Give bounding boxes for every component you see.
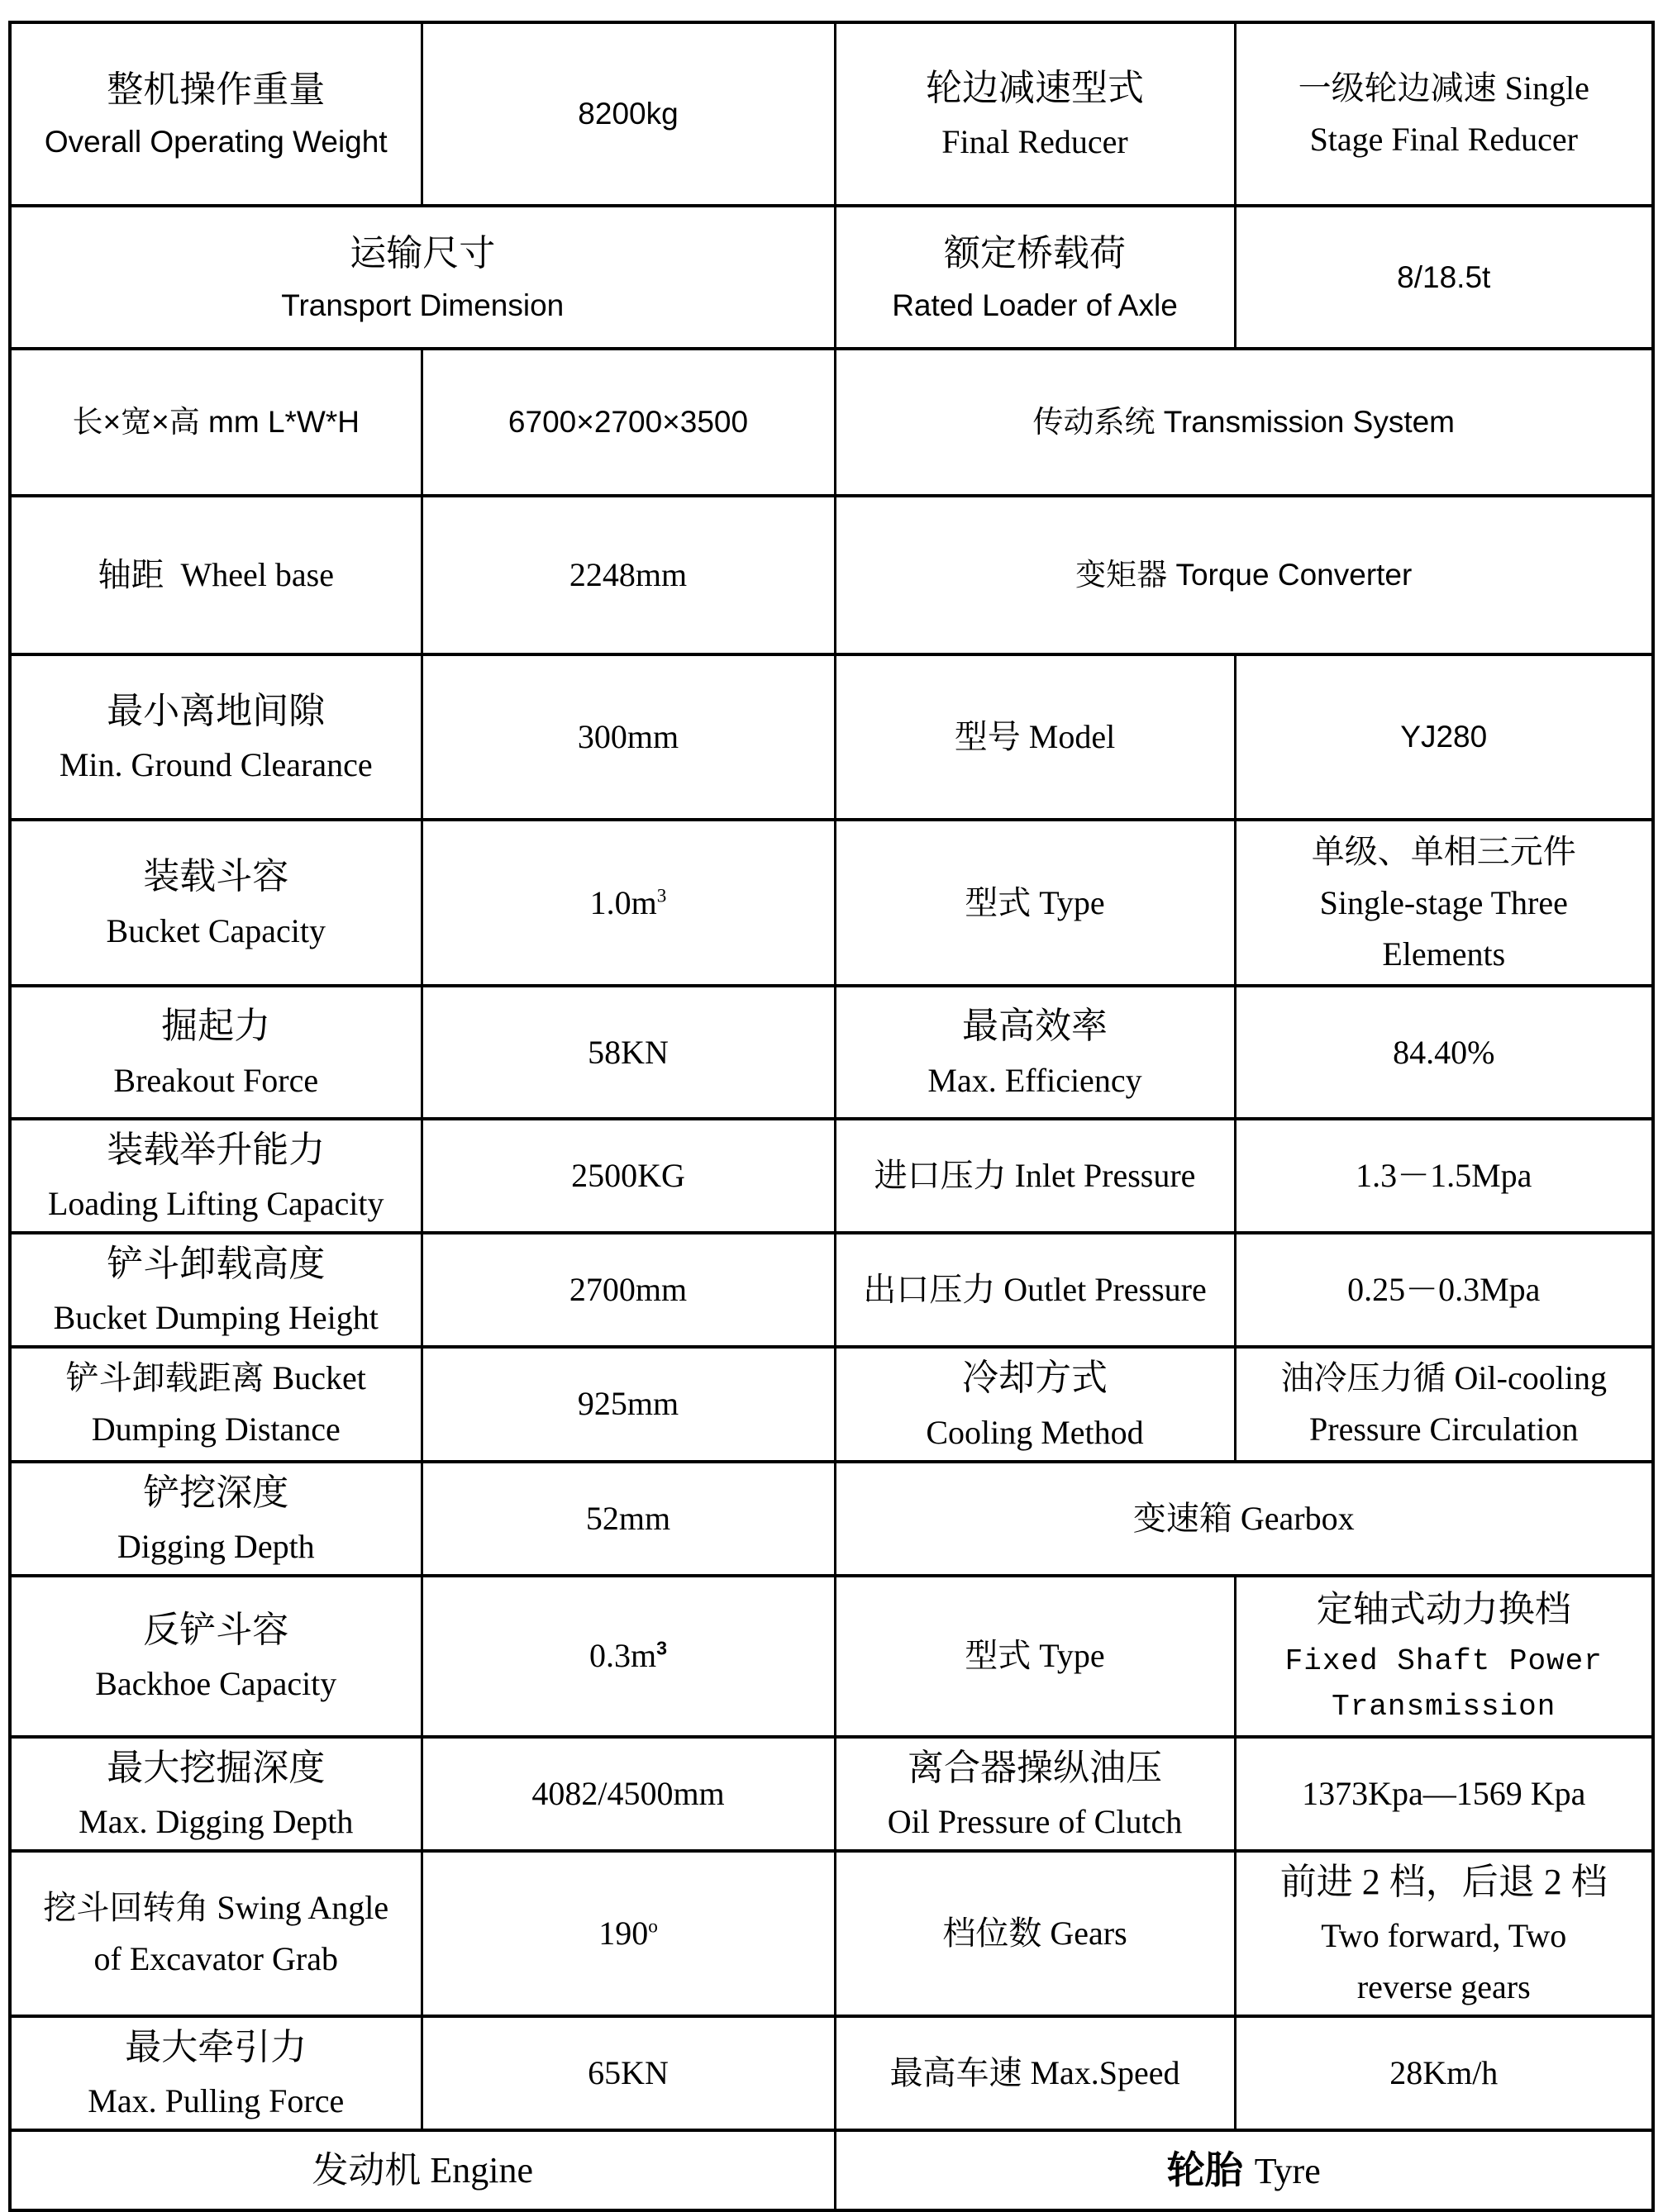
table-row [10,1851,1653,2016]
section-cell-gearbox [835,1462,1653,1576]
label-zh: 装载举升能力 [107,1130,326,1170]
table-row [10,820,1653,986]
section-title: 传动系统 Transmission System [1032,405,1456,440]
label-cell-swing-angle [10,1851,422,2016]
label-zh: 反铲斗容 [143,1610,289,1651]
value: 1.3－1.5Mpa [1356,1157,1532,1195]
table-row [10,1576,1653,1737]
value-line: Two forward, Two [1321,1917,1567,1955]
label-line: 铲斗卸载距离 Bucket [65,1359,366,1397]
value-cell-inlet-pressure [1235,1119,1653,1233]
label-en: Final Reducer [941,123,1128,161]
label-cell-bucket-dumping-distance [10,1347,422,1461]
label-zh: 铲挖深度 [143,1472,289,1513]
label-zh: 整机操作重量 [107,69,326,111]
value-cell-bucket-capacity [422,820,835,986]
section-cell-tyre [835,2130,1653,2210]
value-cell-oil-pressure-of-clutch [1235,1737,1653,1851]
value-zh: 前进 2 档，后退 2 档 [1279,1861,1608,1902]
value: 65KN [588,2054,669,2092]
label-en: Max. Efficiency [927,1061,1142,1099]
label-en: Oil Pressure of Clutch [887,1802,1183,1840]
value-cell-max-efficiency [1235,986,1653,1119]
label-line: Dumping Distance [91,1410,341,1449]
value: 8/18.5t [1397,259,1491,294]
label-zh: 冷却方式 [962,1358,1108,1399]
label-cell-inlet-pressure [835,1119,1235,1233]
label-en: Breakout Force [113,1061,319,1099]
value-cell-digging-depth [422,1462,835,1576]
label-zh: 最高效率 [962,1006,1108,1047]
label-cell-breakout-force [10,986,422,1119]
label-cell-overall-operating-weight [10,22,422,206]
value-cell-overall-operating-weight [422,22,835,206]
value: 8200kg [578,97,679,131]
label-cell-converter-type [835,820,1235,986]
value: 28Km/h [1389,2054,1499,2092]
value [430,878,827,929]
label-cell-backhoe-capacity [10,1576,422,1737]
label-en: Rated Loader of Axle [892,288,1178,322]
label-cell-digging-depth [10,1462,422,1576]
table-row [10,2130,1653,2210]
value-cell-min-ground-clearance [422,654,835,820]
label: 型号 Model [954,718,1116,755]
value: 4082/4500mm [531,1774,725,1812]
table-row [10,1347,1653,1461]
value-zh: 定轴式动力换档 [1316,1589,1571,1630]
section-cell-engine [10,2130,835,2210]
label: 最高车速 Max.Speed [889,2054,1180,2092]
value-cell-max-pulling-force [422,2016,835,2130]
label: 长×宽×高 mm L*W*H [72,405,360,440]
value-line: 一级轮边减速 Single [1298,69,1589,107]
label-line: 挖斗回转角 Swing Angle [43,1889,389,1927]
value-cell-max-speed [1235,2016,1653,2130]
value: 1373Kpa—1569 Kpa [1302,1774,1586,1812]
label-cell-lwh [10,349,422,496]
label-cell-gears [835,1851,1235,2016]
label-en: Bucket Dumping Height [53,1299,379,1337]
label-zh: 掘起力 [161,1006,271,1047]
superscript: 3 [656,1637,668,1659]
label-en: Transport Dimension [281,288,565,322]
label: 型式 Type [965,883,1105,921]
value-cell-max-digging-depth [422,1737,835,1851]
value-cell-converter-type [1235,820,1653,986]
label-line: of Excavator Grab [93,1940,338,1978]
label-cell-rated-loader-of-axle [835,206,1235,349]
value: 300mm [577,718,679,755]
label-zh: 铲斗卸载高度 [107,1244,326,1285]
value-number: 190 [598,1915,649,1953]
section-title-zh: 轮胎 [1166,2149,1243,2192]
section-cell-torque-converter [835,496,1653,654]
superscript: o [648,1915,658,1938]
label-en: Loading Lifting Capacity [47,1185,384,1223]
section-title: 发动机 Engine [312,2149,534,2191]
value-line: 单级、单相三元件 [1311,832,1576,870]
table-row [10,22,1653,206]
value-cell-model [1235,654,1653,820]
label-cell-gearbox-type [835,1576,1235,1737]
value-cell-swing-angle [422,1851,835,2016]
label-en: Cooling Method [926,1413,1144,1451]
label: 出口压力 Outlet Pressure [863,1271,1207,1309]
value-cell-breakout-force [422,986,835,1119]
label-cell-wheel-base [10,496,422,654]
table-row [10,2016,1653,2130]
label-zh: 轮边减速型式 [926,67,1144,108]
label-zh: 最大牵引力 [125,2027,307,2068]
label: 轴距 Wheel base [98,556,334,593]
label-zh: 离合器操纵油压 [908,1747,1162,1788]
value-cell-cooling-method [1235,1347,1653,1461]
value-line: Stage Final Reducer [1309,121,1578,158]
label-en: Digging Depth [117,1527,315,1565]
value-cell-gearbox-type [1235,1576,1653,1737]
section-cell-transmission-system [835,349,1653,496]
label-en: Overall Operating Weight [44,125,388,159]
value-cell-bucket-dumping-height [422,1233,835,1347]
value-line: Transmission [1332,1690,1556,1724]
value-line: Fixed Shaft Power [1284,1644,1603,1678]
label-cell-max-pulling-force [10,2016,422,2130]
label-zh: 运输尺寸 [350,232,496,274]
value: 58KN [588,1033,669,1071]
value [430,1908,827,1959]
label: 进口压力 Inlet Pressure [874,1157,1196,1195]
value-cell-outlet-pressure [1235,1233,1653,1347]
value-line: Single-stage Three [1319,883,1568,921]
section-title: 变矩器 Torque Converter [1075,558,1413,592]
table-row [10,986,1653,1119]
table-row [10,496,1653,654]
label-en: Backhoe Capacity [95,1665,337,1703]
label-zh: 最小离地间隙 [107,690,326,731]
section-title [843,2141,1646,2200]
superscript: 3 [656,885,667,907]
value-number: 1.0m [589,883,657,921]
table-row [10,206,1653,349]
label-cell-max-speed [835,2016,1235,2130]
label-cell-max-efficiency [835,986,1235,1119]
value [430,1630,827,1682]
value: 84.40% [1393,1033,1495,1071]
section-cell-transport-dimension [10,206,835,349]
value-cell-final-reducer [1235,22,1653,206]
table-row [10,349,1653,496]
value: YJ280 [1400,720,1488,754]
label-zh: 最大挖掘深度 [107,1747,326,1788]
value-cell-bucket-dumping-distance [422,1347,835,1461]
value-cell-lwh [422,349,835,496]
section-title-en: Tyre [1254,2151,1321,2192]
label-cell-cooling-method [835,1347,1235,1461]
label-cell-model [835,654,1235,820]
value: 2500KG [571,1157,685,1195]
table-row [10,1233,1653,1347]
label: 档位数 Gears [942,1915,1127,1953]
table-row [10,1737,1653,1851]
label-en: Max. Pulling Force [88,2082,345,2120]
table-row [10,1462,1653,1576]
label-zh: 装载斗容 [143,856,289,897]
value-cell-rated-loader-of-axle [1235,206,1653,349]
label-zh: 额定桥载荷 [944,232,1126,274]
label-cell-max-digging-depth [10,1737,422,1851]
table-row [10,654,1653,820]
value-cell-backhoe-capacity [422,1576,835,1737]
label-en: Max. Digging Depth [79,1802,354,1840]
value: 52mm [585,1499,671,1537]
value: 6700×2700×3500 [507,405,749,440]
label-cell-outlet-pressure [835,1233,1235,1347]
label-cell-loading-lifting-capacity [10,1119,422,1233]
value-number: 0.3m [588,1637,657,1675]
value-line: Pressure Circulation [1309,1410,1579,1449]
value: 925mm [577,1385,679,1423]
value-cell-loading-lifting-capacity [422,1119,835,1233]
label-cell-bucket-capacity [10,820,422,986]
label-cell-bucket-dumping-height [10,1233,422,1347]
value: 2248mm [569,556,688,593]
value-cell-wheel-base [422,496,835,654]
value: 2700mm [569,1271,688,1309]
label-cell-oil-pressure-of-clutch [835,1737,1235,1851]
label-cell-final-reducer [835,22,1235,206]
table-row [10,1119,1653,1233]
label-en: Min. Ground Clearance [59,746,373,784]
value: 0.25－0.3Mpa [1347,1271,1541,1309]
value-line: Elements [1382,935,1506,973]
value-line: reverse gears [1356,1968,1531,2006]
value-line: 油冷压力循 Oil-cooling [1280,1359,1607,1397]
label: 型式 Type [965,1637,1105,1675]
label-en: Bucket Capacity [106,911,326,949]
section-title: 变速箱 Gearbox [1132,1499,1355,1537]
spec-table [8,21,1655,2212]
value-cell-gears [1235,1851,1653,2016]
label-cell-min-ground-clearance [10,654,422,820]
